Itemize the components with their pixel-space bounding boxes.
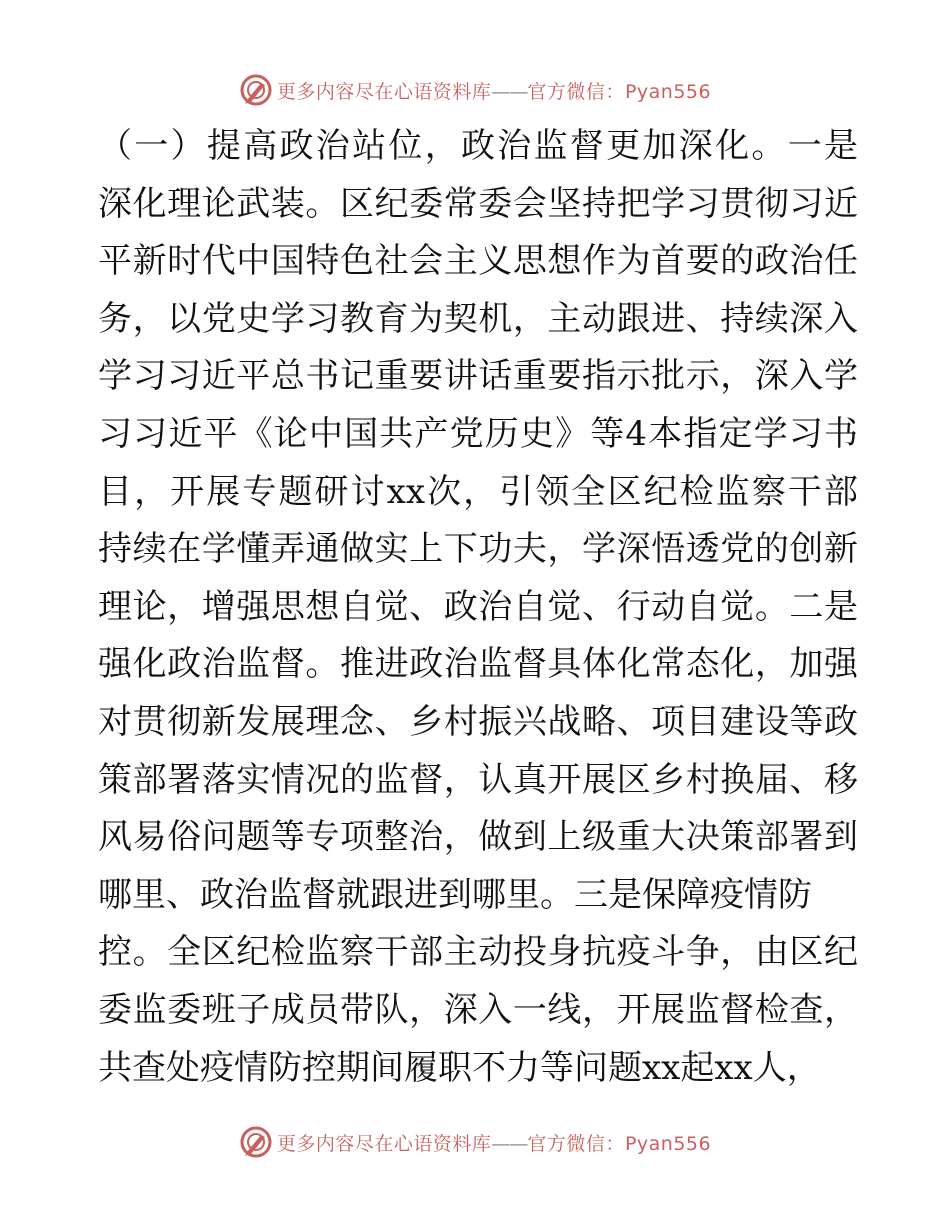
text-line: 强化政治监督。推进政治监督具体化常态化，加强: [98, 644, 858, 685]
document-body: [98, 118, 858, 1097]
watermark-label: 官方微信：: [527, 80, 625, 103]
text-line: 哪里、政治监督就跟进到哪里。三是保障疫情防: [98, 874, 812, 915]
text-line: 深化理论武装。区纪委常委会坚持把学习贯彻习近: [98, 183, 858, 224]
text-line: 理论，增强思想自觉、政治自觉、行动自觉。二是: [98, 586, 858, 627]
text-line: 控。全区纪检监察干部主动投身抗疫斗争，由区纪: [98, 932, 858, 973]
watermark-text: [277, 1129, 711, 1156]
logo-icon: [239, 1125, 273, 1159]
watermark-account: Pyan556: [624, 80, 712, 103]
watermark-label: 官方微信：: [527, 1132, 625, 1155]
text-line: 风易俗问题等专项整治，做到上级重大决策部署到: [98, 817, 858, 858]
watermark-dash: ——: [491, 1132, 528, 1155]
text-line: 学习习近平总书记重要讲话重要指示批示，深入学: [98, 356, 858, 397]
watermark-dash: ——: [491, 80, 528, 103]
watermark-slogan: 更多内容尽在心语资料库: [276, 1132, 492, 1155]
text-line: 策部署落实情况的监督，认真开展区乡村换届、移: [98, 759, 858, 800]
text-line: 习习近平《论中国共产党历史》等4本指定学习书: [98, 413, 858, 454]
text-line: 委监委班子成员带队，深入一线，开展监督检查，: [98, 989, 858, 1030]
text-line: 对贯彻新发展理念、乡村振兴战略、项目建设等政: [98, 701, 858, 742]
watermark-account: Pyan556: [624, 1132, 712, 1155]
footer-watermark: [0, 1124, 950, 1160]
text-line: 平新时代中国特色社会主义思想作为首要的政治任: [98, 241, 858, 282]
text-line: 持续在学懂弄通做实上下功夫，学深悟透党的创新: [98, 529, 858, 570]
logo-icon: [239, 73, 273, 107]
text-line: （一）提高政治站位，政治监督更加深化。一是: [98, 126, 858, 166]
text-line: 务，以党史学习教育为契机，主动跟进、持续深入: [98, 298, 858, 339]
watermark-slogan: 更多内容尽在心语资料库: [276, 80, 492, 103]
text-line: 共查处疫情防控期间履职不力等问题xx起xx人，: [98, 1047, 821, 1088]
watermark-text: [277, 77, 711, 104]
text-line: 目，开展专题研讨xx次，引领全区纪检监察干部: [98, 471, 858, 512]
header-watermark: [0, 72, 950, 108]
